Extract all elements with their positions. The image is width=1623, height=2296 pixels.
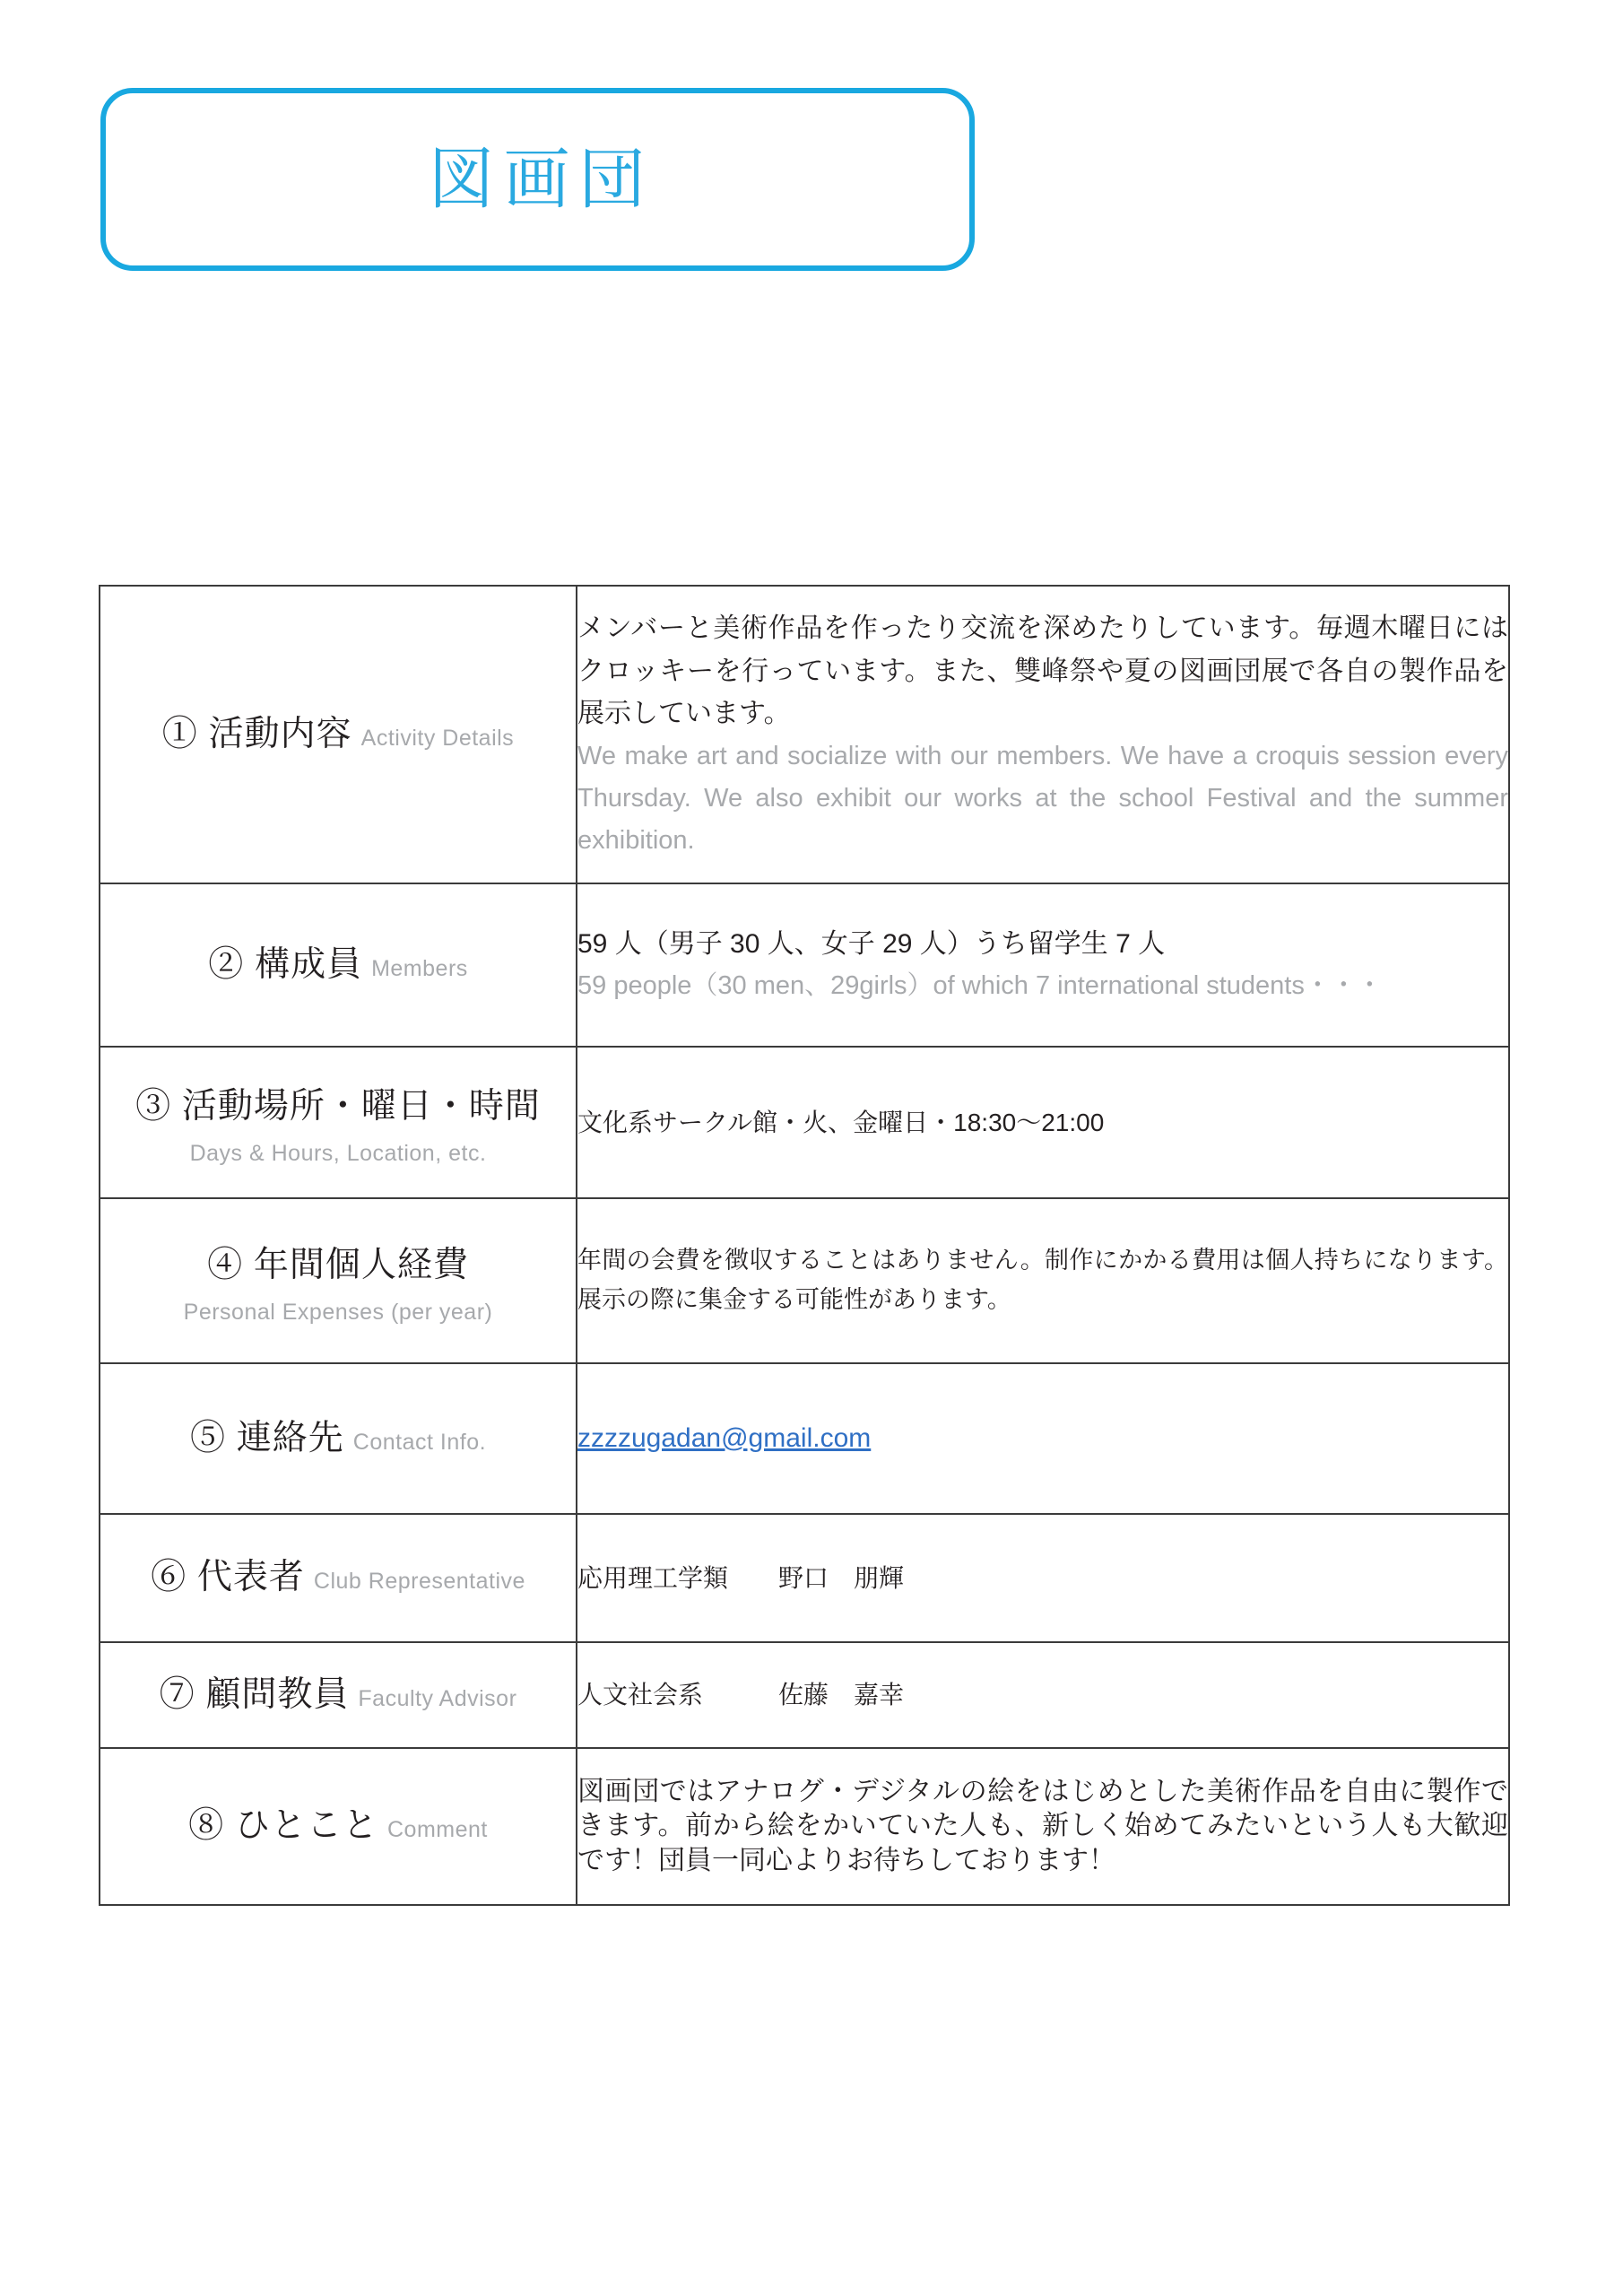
value-japanese: メンバーと美術作品を作ったり交流を深めたりしています。毎週木曜日にはクロッキーを行っています。また、雙峰祭や夏の図画団展で各自の製作品を展示しています。: [577, 613, 1508, 729]
label-ja: ④ 年間個人経費: [207, 1245, 469, 1284]
table-row: [100, 586, 1509, 883]
label-en: Comment: [386, 1817, 488, 1843]
label-line: [100, 713, 576, 757]
row-label-days-hours-location: [100, 1047, 577, 1198]
row-value-club-representative: [577, 1514, 1509, 1642]
label-ja: ⑦ 顧問教員: [159, 1674, 350, 1714]
label-ja: ① 活動内容: [161, 714, 352, 753]
row-value-activity-details: [577, 586, 1509, 883]
row-label-members: [100, 883, 577, 1047]
value-japanese: 図画団ではアナログ・デジタルの絵をはじめとした美術作品を自由に製作できます。前から絵をかいていた人も、新しく始めてみたいという人も大歓迎です！団員一同心よりお待ちしております！: [577, 1776, 1508, 1875]
row-label-club-representative: [100, 1514, 577, 1642]
label-en: Activity Details: [360, 725, 515, 751]
table-row: [100, 1363, 1509, 1514]
value-english: We make art and socialize with our members. We have a croquis session every Thursday. We also exhibit our works at the school Festival and the summer exhibition.: [577, 741, 1508, 855]
table-row: [100, 1748, 1509, 1905]
value-english: 59 people（30 men、29girls）of which 7 international students・・・: [577, 971, 1383, 1001]
label-ja: ③ 活動場所・曜日・時間: [135, 1087, 541, 1126]
club-title-banner: [100, 88, 975, 271]
label-ja: ⑥ 代表者: [151, 1558, 305, 1597]
row-value-faculty-advisor: [577, 1642, 1509, 1748]
table-row: [100, 1642, 1509, 1748]
row-label-activity-details: [100, 586, 577, 883]
label-ja: ⑤ 連絡先: [189, 1418, 344, 1457]
label-line: [100, 1805, 576, 1848]
club-info-table: [99, 585, 1510, 1906]
label-en: Faculty Advisor: [358, 1685, 517, 1711]
club-title-text: 図画団: [428, 142, 655, 216]
table-row: [100, 1047, 1509, 1198]
label-line: [100, 1417, 576, 1461]
value-japanese: 59 人（男子 30 人、女子 29 人）うち留学生 7 人: [577, 928, 1166, 959]
table-row: [100, 883, 1509, 1047]
row-value-members: [577, 883, 1509, 1047]
table-row: [100, 1198, 1509, 1363]
label-en: Contact Info.: [352, 1429, 487, 1455]
value-japanese: 人文社会系 佐藤 嘉幸: [577, 1681, 905, 1709]
row-label-personal-expenses: [100, 1198, 577, 1363]
row-label-comment: [100, 1748, 577, 1905]
label-ja: ② 構成員: [208, 944, 363, 984]
label-en: Days & Hours, Location, etc.: [189, 1141, 487, 1166]
table-row: [100, 1514, 1509, 1642]
label-en: Members: [371, 955, 468, 981]
label-en: Personal Expenses (per year): [183, 1299, 493, 1325]
label-ja: ⑧ ひとこと: [188, 1806, 378, 1846]
label-line: [100, 944, 576, 987]
label-en: Club Representative: [313, 1569, 525, 1595]
label-line: [100, 1556, 576, 1600]
value-japanese: 応用理工学類 野口 朋輝: [577, 1563, 905, 1592]
value-japanese: 年間の会費を徴収することはありません。制作にかかる費用は個人持ちになります。展示の際に集金する可能性があります。: [577, 1247, 1508, 1313]
row-value-personal-expenses: [577, 1198, 1509, 1363]
value-japanese: 文化系サークル館・火、金曜日・18:30〜21:00: [577, 1108, 1105, 1136]
row-label-contact-info: [100, 1363, 577, 1514]
label-line: [100, 1674, 576, 1718]
row-label-faculty-advisor: [100, 1642, 577, 1748]
row-value-contact-info: [577, 1363, 1509, 1514]
row-value-comment: [577, 1748, 1509, 1905]
row-value-days-hours-location: [577, 1047, 1509, 1198]
contact-email-link[interactable]: zzzzugadan@gmail.com: [577, 1423, 872, 1453]
